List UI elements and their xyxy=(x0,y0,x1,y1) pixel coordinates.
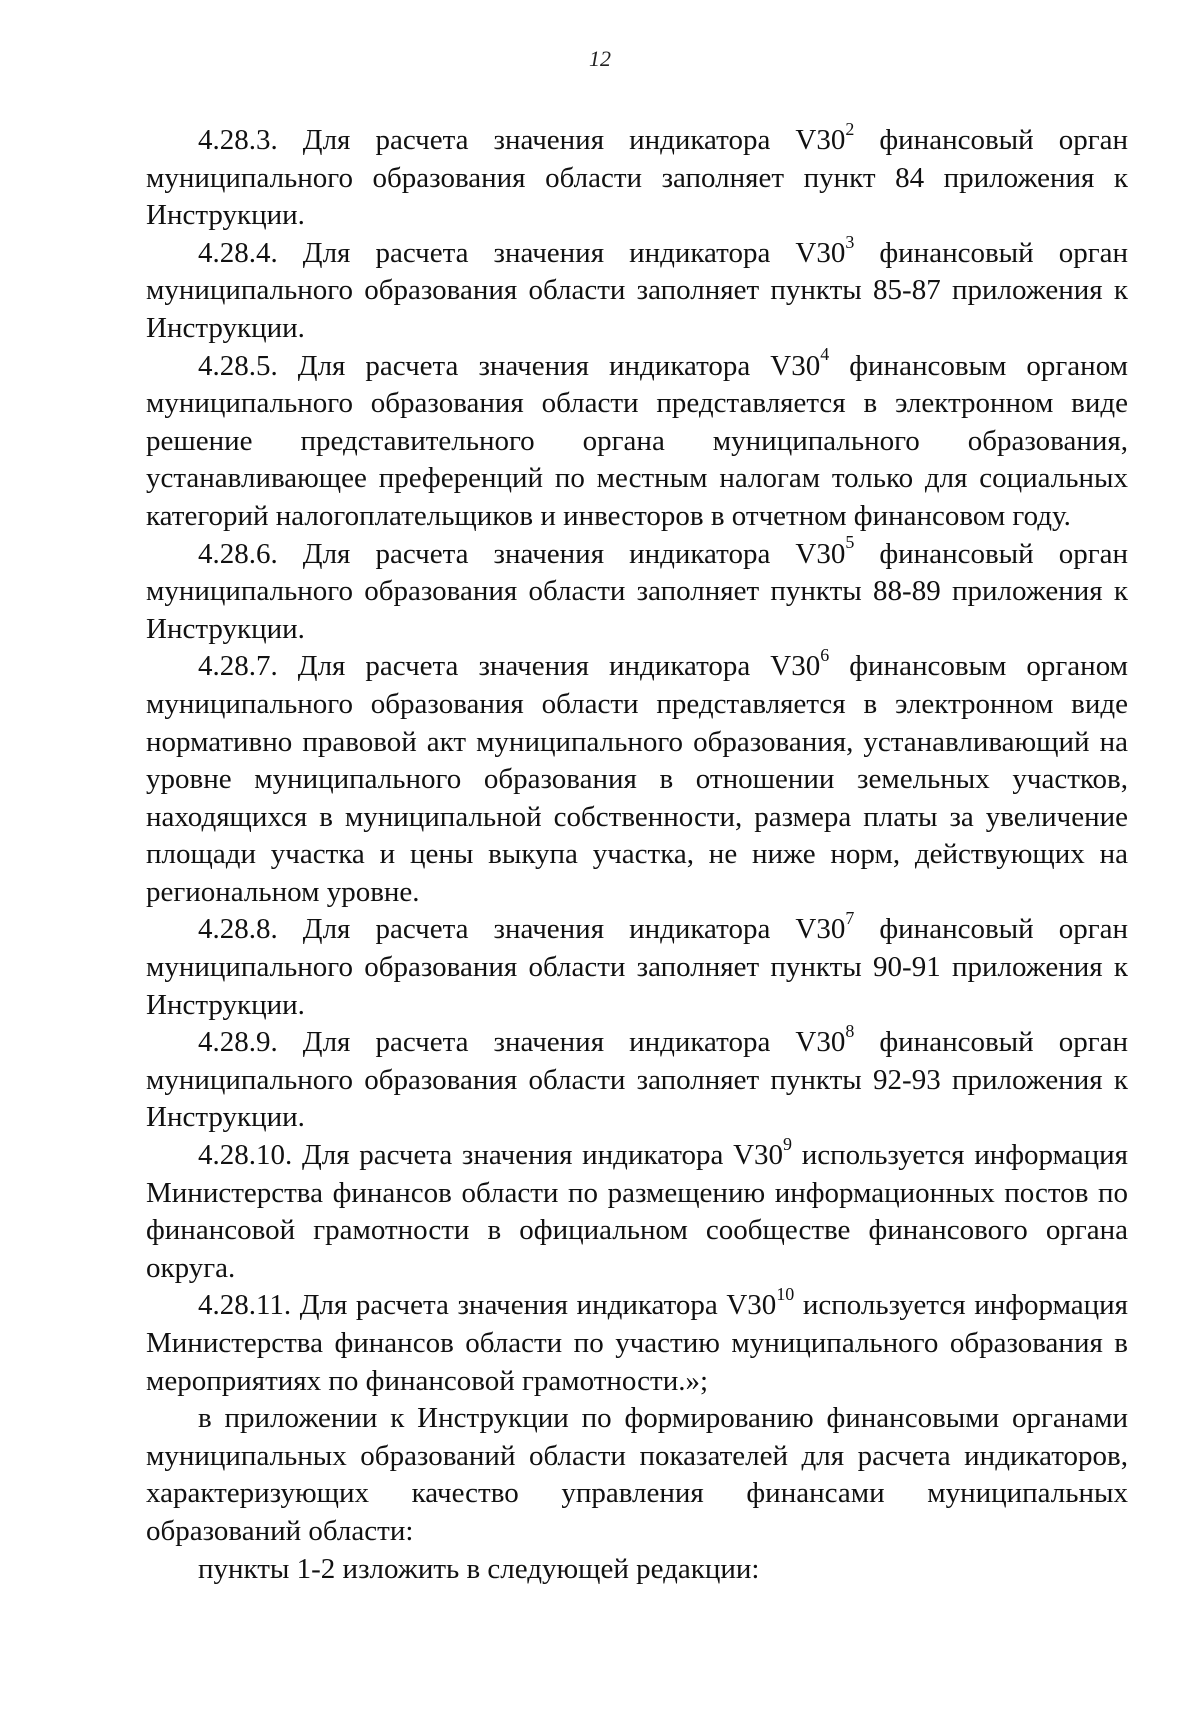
paragraph-items-1-2: пункты 1-2 изложить в следующей редакции: xyxy=(198,1552,760,1585)
paragraph-4-28-5: 4.28.5. Для расчета значения индикатора $V30^4$ финансовым органом муниципального образования области представляется в электронном виде решение представительного органа муниципального образования, устанавливающее преференций по местным налогам только для социальных категорий налогоплательщиков и инвесторов в отчетном финансовом году. xyxy=(146,344,1128,532)
paragraph-4-28-7: 4.28.7. Для расчета значения индикатора $V30^6$ финансовым органом муниципального образования области представляется в электронном виде нормативно правовой акт муниципального образования, устанавливающий на уровне муниципального образования в отношении земельных участков, находящихся в муниципальной собственности, размера платы за увеличение площади участка и цены выкупа участка, не ниже норм, действующих на региональном уровне. xyxy=(146,645,1128,908)
superscript-index: 8 xyxy=(845,1021,855,1041)
paragraph-appendix-intro: в приложении к Инструкции по формированию финансовыми органами муниципальных образований области показателей для расчета индикаторов, характеризующих качество управления финансами муниципальных образований области: xyxy=(146,1402,1128,1547)
paragraph-4-28-4: 4.28.4. Для расчета значения индикатора $V30^3$ финансовый орган муниципального образования области заполняет пункты 85-87 приложения к Инструкции. xyxy=(146,231,1128,344)
superscript-index: 9 xyxy=(783,1133,793,1154)
paragraph-4-28-3: 4.28.3. Для расчета значения индикатора $V30^2$ финансовый орган муниципального образования области заполняет пункт 84 приложения к Инструкции. xyxy=(146,118,1128,232)
paragraph-4-28-9: 4.28.9. Для расчета значения индикатора $V30^8$ финансовый орган муниципального образования области заполняет пункты 92-93 приложения к Инструкции. xyxy=(146,1021,1128,1134)
paragraph-4-28-11: 4.28.11. Для расчета значения индикатора $V30^{10}$ используется информация Министерства финансов области по участию муниципального образования в мероприятиях по финансовой грамотности.»; xyxy=(146,1284,1128,1397)
superscript-index: 7 xyxy=(845,908,855,929)
superscript-index: 4 xyxy=(820,344,830,365)
document-body xyxy=(146,118,1128,1588)
paragraph-4-28-6: 4.28.6. Для расчета значения индикатора $V30^5$ финансовый орган муниципального образования области заполняет пункты 88-89 приложения к Инструкции. xyxy=(146,532,1128,645)
superscript-index: 2 xyxy=(845,118,855,139)
superscript-index: 10 xyxy=(776,1284,795,1305)
superscript-index: 3 xyxy=(845,231,855,252)
superscript-index: 5 xyxy=(845,532,855,553)
superscript-index: 6 xyxy=(820,645,830,666)
paragraph-4-28-8: 4.28.8. Для расчета значения индикатора $V30^7$ финансовый орган муниципального образования области заполняет пункты 90-91 приложения к Инструкции. xyxy=(146,908,1128,1021)
paragraph-4-28-10: 4.28.10. Для расчета значения индикатора $V30^9$ используется информация Министерства финансов области по размещению информационных постов по финансовой грамотности в официальном сообществе финансового органа округа. xyxy=(146,1133,1128,1284)
page-number: 12 xyxy=(589,46,611,71)
